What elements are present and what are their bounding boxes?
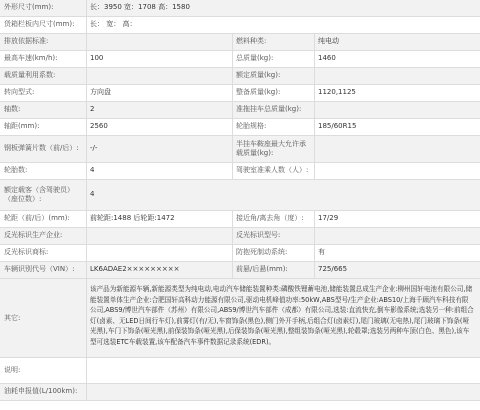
spec-value-right [318, 163, 476, 179]
column-divider [86, 211, 87, 227]
spec-row [0, 34, 480, 51]
spec-row [0, 0, 480, 17]
column-divider [86, 68, 87, 84]
spec-value-right: 17/29 [318, 214, 339, 223]
spec-value [90, 245, 230, 261]
spec-row [0, 119, 480, 136]
spec-label: 最高车速(km/h): [4, 54, 58, 63]
footer-row [0, 384, 480, 401]
column-divider [232, 228, 233, 244]
spec-label-right: 接近角/离去角（度）: [236, 214, 304, 223]
spec-label: 排放依据标准: [4, 37, 49, 46]
spec-value: -/- [90, 144, 98, 153]
spec-value [90, 34, 230, 50]
spec-row [0, 68, 480, 85]
spec-label-right: 准拖挂车总质量(kg): [236, 105, 302, 114]
column-divider [86, 163, 87, 179]
spec-row [0, 136, 480, 163]
spec-row [0, 245, 480, 262]
spec-label: 货箱栏板内尺寸(mm): [4, 20, 75, 29]
spec-value: 2 [90, 105, 95, 114]
spec-row [0, 51, 480, 68]
column-divider [314, 51, 315, 67]
other-notes-text: 该产品为新能源车辆,新能源类型为纯电动,电动汽车储能装置种类:磷酸铁锂蓄电池,储能装置总成生产企业:柳州国轩电池有限公司,储能装置单体生产企业:合肥国轩高科动力能源有限公司,驱动电机峰值功率:50kW,ABS型号/生产企业:ABS10/上海千顾汽车科技有限公司,ABS9/博世汽车部件（苏州）有限公司,ABS9/博世汽车部件（成都）有限公司,选装:直流快充,倒车影像系统;选装另一种:前组合灯(卤素、无LED日间行车灯),前雾灯(有/无),车窗饰条(黑色),侧门外开手柄,后组合灯(卤素灯),尾门玻璃(无电热),尾门玻璃下饰条(哑光黑),车门下饰条(哑光黑),前保装饰条(哑光黑),后保装饰条(哑光黑),整组装饰条(哑光黑),轮毂罩;选装另两种车顶(白色、黑色),该车型可选装ETC车载装置,该车配备汽车事件数据记录系统(EDR)。 [90, 285, 474, 346]
column-divider [86, 358, 87, 383]
column-divider [86, 34, 87, 50]
column-divider [314, 211, 315, 227]
column-divider [314, 136, 315, 162]
spec-label: 反光标识商标: [4, 248, 49, 257]
spec-label: 钢板弹簧片数（前/后）: [4, 144, 79, 153]
spec-label: 额定载客（含驾驶员）（座位数）: [4, 185, 74, 203]
spec-row [0, 262, 480, 279]
spec-value: 100 [90, 54, 104, 63]
spec-label-right: 额定质量(kg): [236, 71, 281, 80]
spec-label-right: 总质量(kg): [236, 54, 274, 63]
column-divider [314, 262, 315, 278]
spec-row [0, 228, 480, 245]
spec-row [0, 163, 480, 180]
spec-value-right: 有 [318, 248, 325, 257]
other-notes-label: 其它: [4, 314, 21, 322]
column-divider [232, 163, 233, 179]
spec-value-right: 725/665 [318, 265, 348, 274]
column-divider [86, 262, 87, 278]
spec-label-right: 轮胎规格: [236, 122, 267, 131]
spec-value: 前轮距:1488 后轮距:1472 [90, 214, 175, 223]
column-divider [232, 245, 233, 261]
column-divider [232, 34, 233, 50]
column-divider [86, 119, 87, 135]
column-divider [314, 163, 315, 179]
column-divider [314, 85, 315, 101]
column-divider [314, 245, 315, 261]
spec-label: 轴距(mm): [4, 122, 40, 131]
spec-label: 轴数: [4, 105, 21, 114]
spec-label: 轮距（前/后）(mm): [4, 214, 70, 223]
spec-label: 转向型式: [4, 88, 35, 97]
column-divider [232, 136, 233, 162]
spec-value: 长： 宽： 高： [90, 20, 137, 29]
spec-value: 方向盘 [90, 88, 111, 97]
column-divider [86, 228, 87, 244]
spec-value-right [318, 136, 476, 162]
spec-label-right: 反光标识型号: [236, 231, 281, 240]
footer-label: 说明: [4, 365, 21, 374]
column-divider [314, 34, 315, 50]
spec-row [0, 180, 480, 211]
column-divider [86, 279, 87, 357]
spec-label-right: 驾驶室准乘人数（人）: [236, 166, 309, 175]
column-divider [86, 102, 87, 118]
column-divider [232, 85, 233, 101]
spec-value-right: 185/60R15 [318, 122, 357, 131]
spec-value-right: 纯电动 [318, 37, 339, 46]
spec-value-right [318, 228, 476, 244]
spec-label: 车辆识别代号（VIN）: [4, 265, 75, 274]
spec-label: 外形尺寸(mm): [4, 3, 54, 12]
spec-row [0, 102, 480, 119]
column-divider [232, 262, 233, 278]
column-divider [314, 102, 315, 118]
column-divider [232, 119, 233, 135]
spec-value-right [318, 68, 476, 84]
column-divider [86, 17, 87, 33]
footer-label: 油耗申报值(L/100km): [4, 387, 78, 396]
spec-value: 4 [90, 166, 95, 175]
spec-value: LK6ADAE2××××××××× [90, 265, 180, 274]
footer-value [90, 358, 476, 383]
footer-value [90, 384, 476, 400]
spec-value: 长：3950 宽：1708 高：1580 [90, 3, 190, 12]
spec-value [90, 228, 230, 244]
column-divider [232, 51, 233, 67]
column-divider [86, 245, 87, 261]
spec-row [0, 211, 480, 228]
spec-label-right: 燃料种类: [236, 37, 267, 46]
column-divider [314, 119, 315, 135]
spec-label: 反光标识生产企业: [4, 231, 63, 240]
spec-value-right [318, 102, 476, 118]
column-divider [232, 102, 233, 118]
spec-row [0, 17, 480, 34]
column-divider [86, 180, 87, 210]
spec-value: 2560 [90, 122, 108, 131]
column-divider [86, 0, 87, 16]
spec-value-right: 1460 [318, 54, 336, 63]
spec-label-right: 防抱死制动系统: [236, 248, 288, 257]
column-divider [86, 384, 87, 400]
column-divider [86, 85, 87, 101]
column-divider [314, 68, 315, 84]
spec-label: 轮胎数: [4, 166, 28, 175]
spec-label: 载质量利用系数: [4, 71, 56, 80]
column-divider [314, 228, 315, 244]
other-notes-row [0, 279, 480, 358]
spec-label-right: 整备质量(kg): [236, 88, 281, 97]
column-divider [86, 51, 87, 67]
column-divider [232, 211, 233, 227]
spec-label-right: 前悬/后悬(mm): [236, 265, 288, 274]
spec-value [90, 68, 230, 84]
spec-label-right: 半挂车鞍座最大允许承载质量(kg): [236, 139, 306, 157]
spec-value-right: 1120,1125 [318, 88, 356, 97]
spec-row [0, 85, 480, 102]
column-divider [232, 68, 233, 84]
footer-row [0, 358, 480, 384]
column-divider [86, 136, 87, 162]
spec-value: 4 [90, 190, 95, 199]
